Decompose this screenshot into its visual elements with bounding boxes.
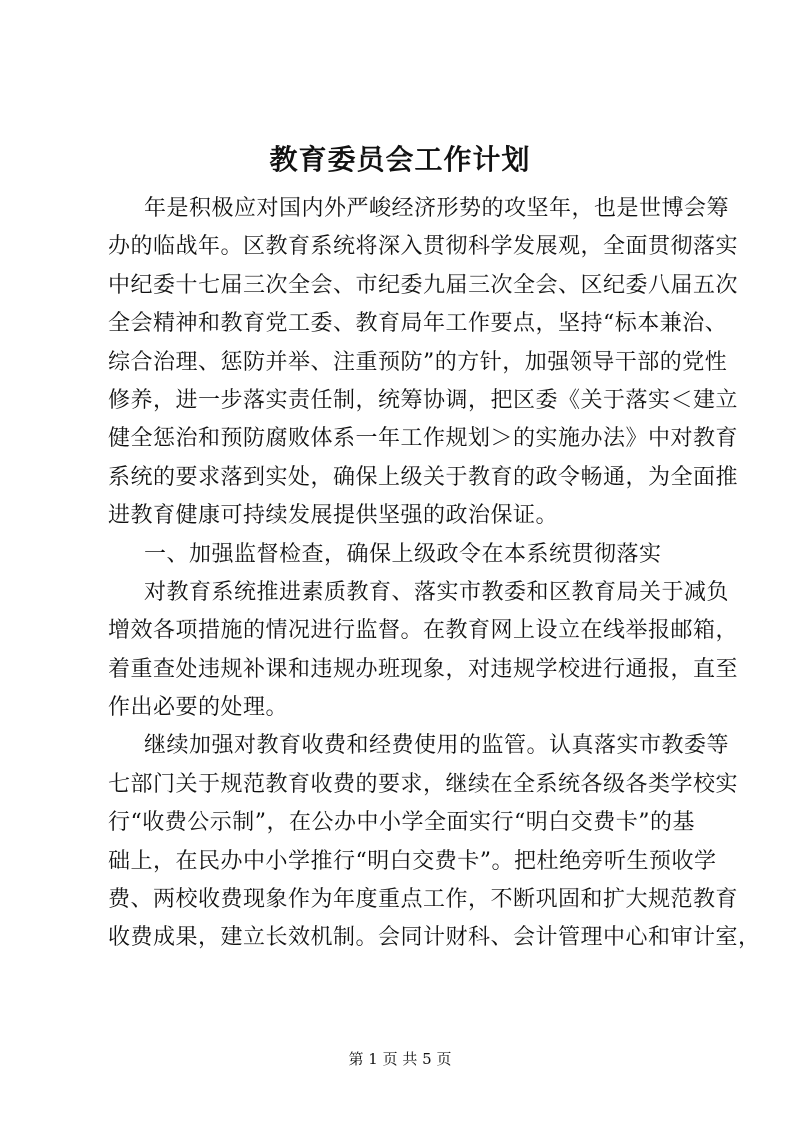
paragraph-line: 行“收费公示制”，在公办中小学全面实行“明白交费卡”的基 xyxy=(108,810,695,836)
paragraph-line: 综合治理、惩防并举、注重预防”的方针，加强领导干部的党性 xyxy=(108,349,728,375)
paragraph-line: 对教育系统推进素质教育、落实市教委和区教育局关于减负 xyxy=(144,579,730,605)
paragraph-line: 七部门关于规范教育收费的要求，继续在全系统各级各类学校实 xyxy=(108,771,739,797)
paragraph-line: 增效各项措施的情况进行监督。在教育网上设立在线举报邮箱， xyxy=(108,618,739,644)
document-body xyxy=(108,190,761,958)
paragraph-line: 继续加强对教育收费和经费使用的监管。认真落实市教委等 xyxy=(144,733,730,759)
paragraph-line: 础上，在民办中小学推行“明白交费卡”。把杜绝旁听生预收学 xyxy=(108,848,717,874)
paragraph-line: 进教育健康可持续发展提供坚强的政治保证。 xyxy=(108,503,559,529)
paragraph-line: 年是积极应对国内外严峻经济形势的攻坚年，也是世博会筹 xyxy=(144,196,730,221)
paragraph-line: 健全惩治和预防腐败体系一年工作规划＞的实施办法》中对教育 xyxy=(108,426,739,452)
paragraph-line: 作出必要的处理。 xyxy=(108,695,289,721)
paragraph-line: 办的临战年。区教育系统将深入贯彻科学发展观，全面贯彻落实 xyxy=(108,234,739,260)
document-title: 教育委员会工作计划 xyxy=(269,143,531,176)
section-heading: 一、加强监督检查，确保上级政令在本系统贯彻落实 xyxy=(144,541,662,567)
page-footer xyxy=(0,1049,800,1069)
paragraph-line: 修养，进一步落实责任制，统筹协调，把区委《关于落实＜建立 xyxy=(108,387,739,413)
paragraph-line: 系统的要求落到实处，确保上级关于教育的政令畅通，为全面推 xyxy=(108,464,739,490)
paragraph-line: 全会精神和教育党工委、教育局年工作要点，坚持“标本兼治、 xyxy=(108,311,728,337)
paragraph-line: 收费成果，建立长效机制。会同计财科、会计管理中心和审计室， xyxy=(108,925,761,951)
paragraph-line: 着重查处违规补课和违规办班现象，对违规学校进行通报，直至 xyxy=(108,656,739,682)
page-indicator: 第 1 页 共 5 页 xyxy=(348,1050,452,1068)
paragraph-line: 中纪委十七届三次全会、市纪委九届三次全会、区纪委八届五次 xyxy=(108,272,739,298)
paragraph-line: 费、两校收费现象作为年度重点工作，不断巩固和扩大规范教育 xyxy=(108,887,739,913)
